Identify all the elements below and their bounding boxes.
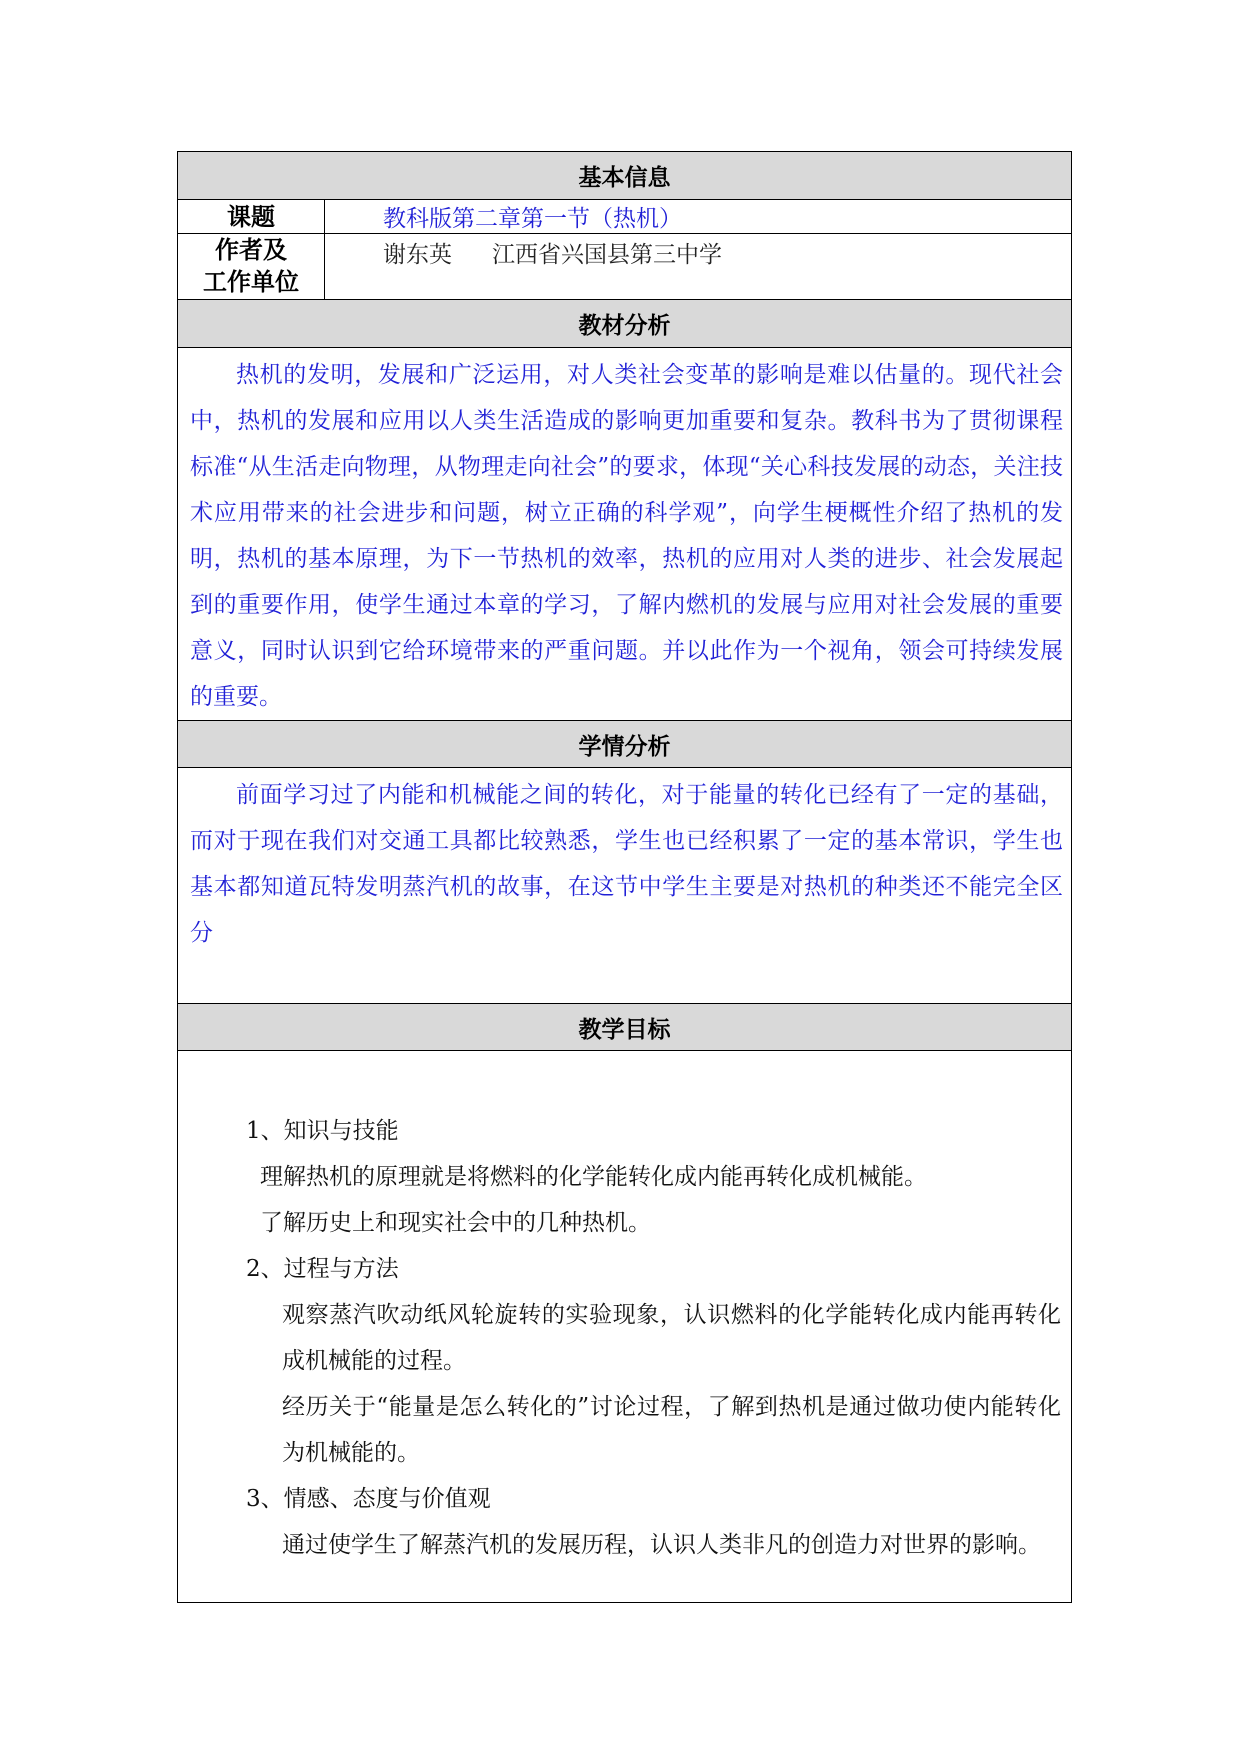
teaching-goals-body [178, 1051, 1072, 1603]
section-header-student-analysis: 学情分析 [178, 721, 1072, 768]
author-label [178, 234, 325, 300]
section-header-basic-info: 基本信息 [178, 152, 1072, 200]
goal-section-attitude-title: 3、情感、态度与价值观 [246, 1486, 491, 1512]
goal-attitude-item: 通过使学生了解蒸汽机的发展历程，认识人类非凡的创造力对世界的影响。 [282, 1532, 1041, 1558]
goal-section-process-title: 2、过程与方法 [246, 1256, 399, 1282]
student-analysis-body [178, 768, 1072, 1004]
lesson-plan-table [177, 151, 1072, 1603]
section-header-material-analysis: 教材分析 [178, 300, 1072, 348]
author-organization: 江西省兴国县第三中学 [492, 242, 722, 268]
section-header-teaching-goals: 教学目标 [178, 1004, 1072, 1051]
material-analysis-body [178, 348, 1072, 721]
goal-knowledge-item: 理解热机的原理就是将燃料的化学能转化成内能再转化成机械能。 [260, 1164, 927, 1190]
student-analysis-text: 前面学习过了内能和机械能之间的转化，对于能量的转化已经有了一定的基础，而对于现在我们对交通工具都比较熟悉，学生也已经积累了一定的基本常识，学生也基本都知道瓦特发明蒸汽机的故事，在这节中学生主要是对热机的种类还不能完全区分 [190, 782, 1063, 946]
author-value [325, 234, 1072, 300]
topic-value: 教科版第二章第一节（热机） [325, 200, 1072, 234]
author-label-line2: 工作单位 [203, 268, 299, 296]
goal-process-item: 观察蒸汽吹动纸风轮旋转的实验现象，认识燃料的化学能转化成内能再转化成机械能的过程。 [282, 1302, 1061, 1374]
topic-label: 课题 [178, 200, 325, 234]
author-label-line1: 作者及 [215, 236, 287, 264]
goal-process-item: 经历关于“能量是怎么转化的”讨论过程，了解到热机是通过做功使内能转化为机械能的。 [282, 1394, 1061, 1466]
goal-knowledge-item: 了解历史上和现实社会中的几种热机。 [260, 1210, 651, 1236]
author-name: 谢东英 [383, 242, 452, 268]
goal-section-knowledge-title: 1、知识与技能 [246, 1118, 399, 1144]
material-analysis-text: 热机的发明，发展和广泛运用，对人类社会变革的影响是难以估量的。现代社会中，热机的发展和应用以人类生活造成的影响更加重要和复杂。教科书为了贯彻课程标准“从生活走向物理，从物理走向社会”的要求，体现“关心科技发展的动态，关注技术应用带来的社会进步和问题，树立正确的科学观”，向学生梗概性介绍了热机的发明，热机的基本原理，为下一节热机的效率，热机的应用对人类的进步、社会发展起到的重要作用，使学生通过本章的学习，了解内燃机的发展与应用对社会发展的重要意义，同时认识到它给环境带来的严重问题。并以此作为一个视角，领会可持续发展的重要。 [190, 362, 1063, 710]
